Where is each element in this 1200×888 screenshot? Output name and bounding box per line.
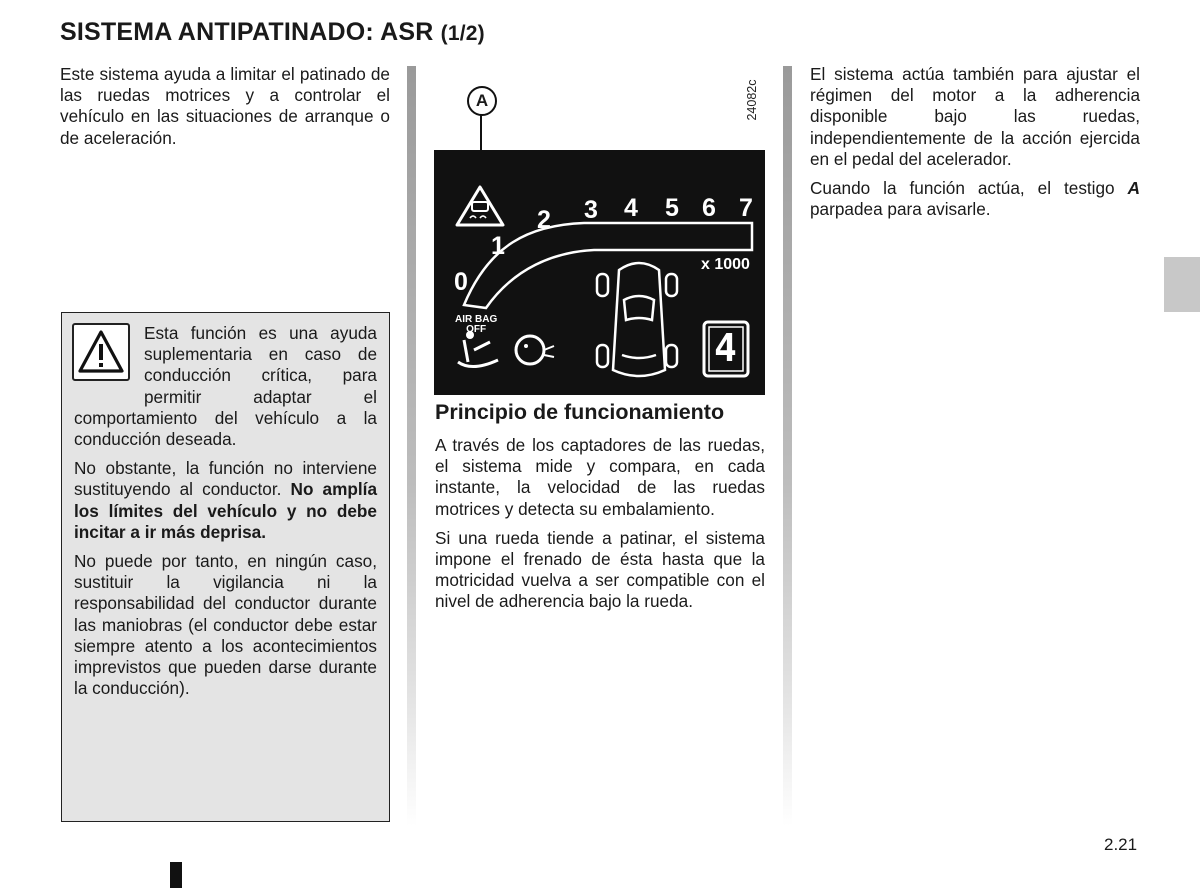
asr-warning-light-icon [457, 187, 503, 225]
tach-label-4: 4 [624, 194, 638, 222]
principle-paragraph-1: A través de los captadores de las ruedas, el sistema mide y compara, en cada instante, la velocidad de las ruedas motrices y detecta su embalamiento. [435, 435, 765, 519]
page-title [60, 18, 485, 47]
tach-label-5: 5 [665, 194, 679, 222]
warning-paragraph-3: No puede por tanto, en ningún caso, sustituir la vigilancia ni la responsabilidad del conductor durante las maniobras (el conductor debe estar siempre atento a los acontecimientos imprevistos que pueden darse durante la conducción). [74, 551, 377, 699]
binding-mark [170, 862, 182, 888]
airbag-off-icon [458, 331, 554, 367]
instrument-panel-figure [434, 150, 765, 395]
tach-label-2: 2 [537, 206, 551, 234]
warning-paragraph-2: No obstante, la función no interviene sustituyendo al conductor. No amplía los límites del vehículo y no debe incitar a ir más deprisa. [74, 458, 378, 542]
tach-label-6: 6 [702, 194, 716, 222]
principle-paragraph-2: Si una rueda tiende a patinar, el sistema impone el frenado de ésta hasta que la motricidad vuelva a ser compatible con el nivel de adherencia bajo la rueda. [435, 527, 765, 612]
intro-paragraph: Este sistema ayuda a limitar el patinado de las ruedas motrices y a controlar el vehículo en las situaciones de arranque o de aceleración. [60, 64, 390, 148]
page-title-part: (1/2) [440, 22, 485, 45]
gear-number: 4 [714, 326, 737, 370]
right-paragraph-2: Cuando la función actúa, el testigo A parpadea para avisarle. [810, 178, 1140, 220]
section-heading: Principio de funcionamiento [435, 400, 725, 424]
tach-label-0: 0 [454, 268, 468, 296]
tach-multiplier: x 1000 [701, 256, 750, 273]
warning-box [61, 312, 390, 822]
warning-text [74, 323, 377, 707]
right-paragraph-1: El sistema actúa también para ajustar el régimen del motor a la adherencia disponible bajo las ruedas, independientemente de la acción ejercida en el pedal del acelerador. [810, 64, 1140, 169]
right-column [810, 64, 1140, 228]
tach-label-1: 1 [491, 232, 505, 260]
tach-label-7: 7 [739, 194, 753, 222]
tach-label-3: 3 [584, 196, 598, 224]
column-divider-right [783, 66, 792, 826]
car-top-view-icon [597, 263, 677, 376]
intro-column [60, 64, 390, 157]
page-title-main: SISTEMA ANTIPATINADO: ASR [60, 18, 434, 46]
page-number: 2.21 [1104, 835, 1138, 854]
airbag-off-label: AIR BAG OFF [455, 314, 498, 335]
column-divider-left [407, 66, 416, 826]
warning-paragraph-1: Esta función es una ayuda suplementaria en caso de conducción crítica, para permitir adaptar el comportamiento del vehículo a la conducción deseada. [74, 323, 377, 450]
chapter-tab [1164, 257, 1200, 312]
figure-reference: 24082c [745, 79, 759, 121]
principle-column [435, 435, 765, 621]
callout-label-a: A [467, 86, 497, 116]
